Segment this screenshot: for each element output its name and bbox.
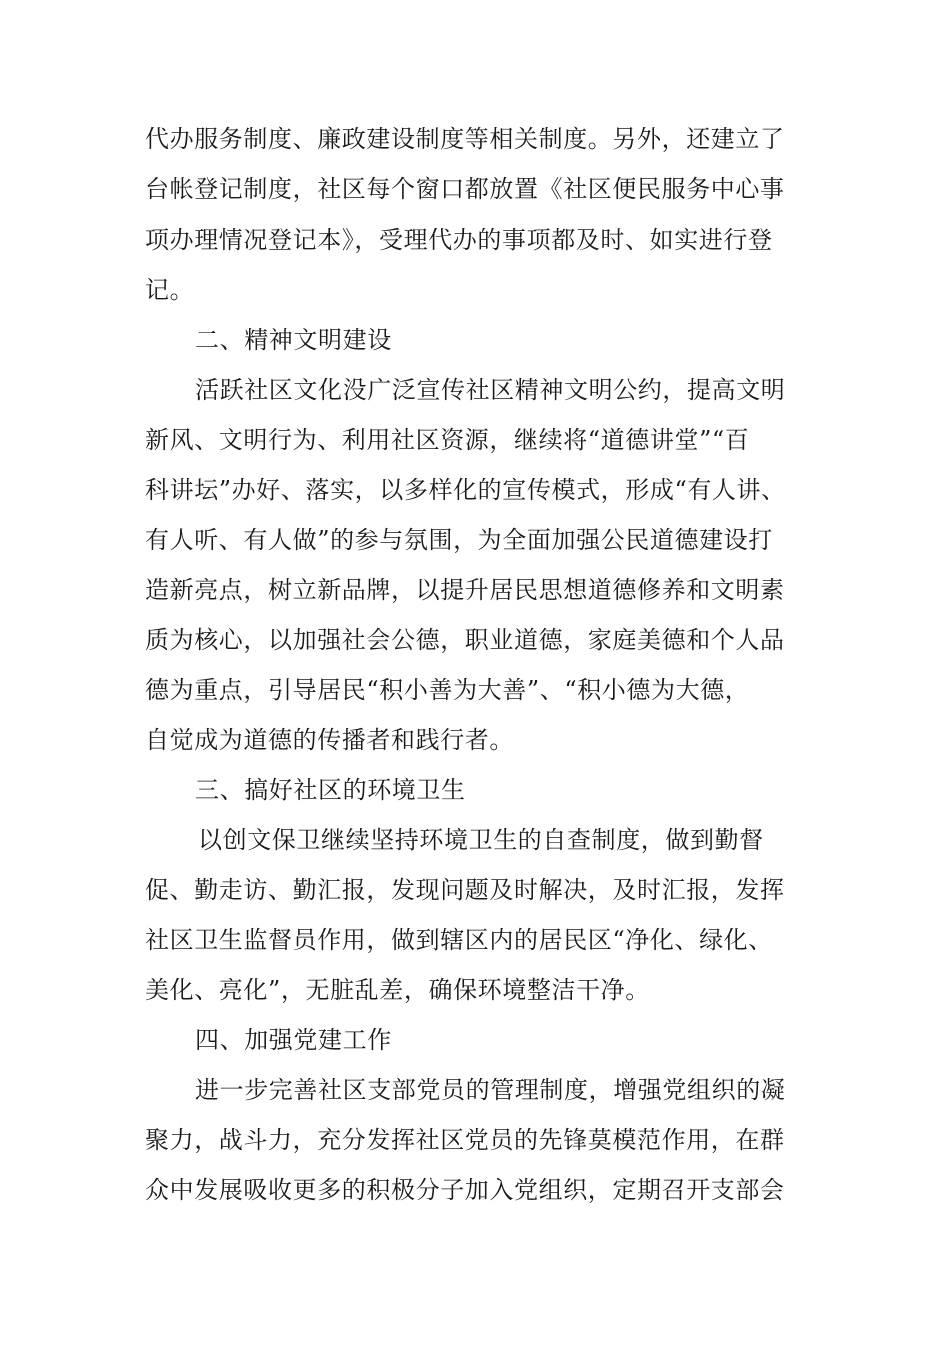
section-heading: 四、加强党建工作 bbox=[195, 1026, 392, 1054]
paragraph-line: 美化、亮化”，无脏乱差，确保环境整洁干净。 bbox=[145, 976, 650, 1004]
paragraph-line: 以创文保卫继续坚持环境卫生的自查制度，做到勤督 bbox=[198, 826, 764, 854]
paragraph-line: 德为重点，引导居民“积小善为大善”、“积小德为大德， bbox=[145, 676, 750, 704]
paragraph-line: 质为核心，以加强社会公德，职业道德，家庭美德和个人品 bbox=[145, 626, 785, 654]
paragraph-line: 促、勤走访、勤汇报，发现问题及时解决，及时汇报，发挥 bbox=[145, 876, 785, 904]
paragraph-line: 造新亮点，树立新品牌，以提升居民思想道德修养和文明素 bbox=[145, 576, 785, 604]
paragraph-line: 有人听、有人做”的参与氛围，为全面加强公民道德建设打 bbox=[145, 526, 773, 554]
paragraph-line: 台帐登记制度，社区每个窗口都放置《社区便民服务中心事 bbox=[145, 175, 785, 203]
paragraph-line: 众中发展吸收更多的积极分子加入党组织，定期召开支部会 bbox=[145, 1176, 785, 1204]
section-heading: 二、精神文明建设 bbox=[195, 326, 392, 354]
paragraph-line: 聚力，战斗力，充分发挥社区党员的先锋莫模范作用，在群 bbox=[145, 1126, 785, 1154]
paragraph-line: 科讲坛”办好、落实，以多样化的宣传模式，形成“有人讲、 bbox=[145, 476, 786, 504]
paragraph-line: 记。 bbox=[145, 276, 195, 304]
paragraph-line: 社区卫生监督员作用，做到辖区内的居民区“净化、绿化、 bbox=[145, 926, 773, 954]
paragraph-line: 新风、文明行为、利用社区资源，继续将“道德讲堂”“百 bbox=[145, 426, 750, 454]
paragraph-line: 代办服务制度、廉政建设制度等相关制度。另外，还建立了 bbox=[145, 125, 785, 153]
paragraph-line: 自觉成为道德的传播者和践行者。 bbox=[145, 726, 514, 754]
paragraph-line: 活跃社区文化没广泛宣传社区精神文明公约，提高文明 bbox=[195, 376, 786, 404]
paragraph-line: 项办理情况登记本》，受理代办的事项都及时、如实进行登 bbox=[145, 226, 773, 254]
paragraph-line: 进一步完善社区支部党员的管理制度，增强党组织的凝 bbox=[195, 1076, 786, 1104]
section-heading: 三、搞好社区的环境卫生 bbox=[195, 776, 466, 804]
